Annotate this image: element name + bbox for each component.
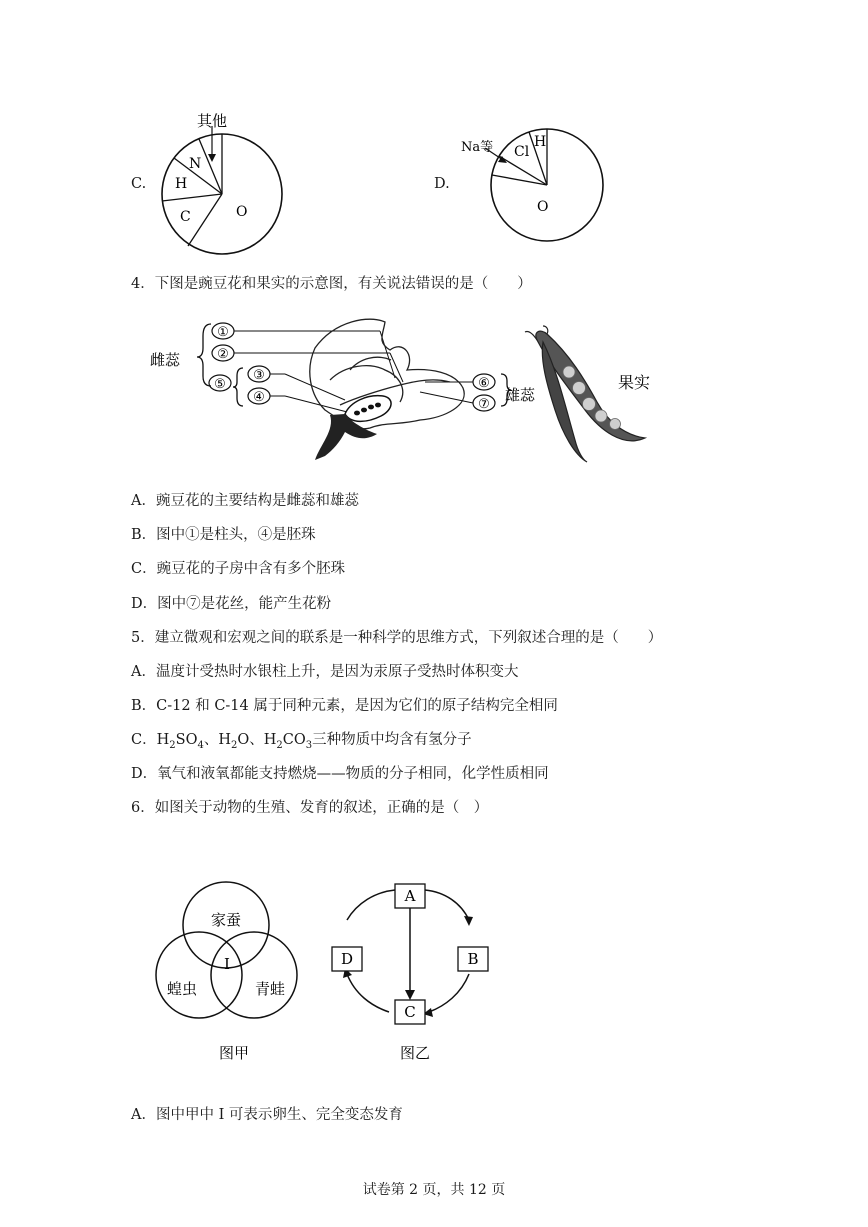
q4-marker-4: ④ xyxy=(253,390,265,405)
q5-option-a[interactable]: A．温度计受热时水银柱上升，是因为汞原子受热时体积变大 xyxy=(131,664,519,680)
q5-stem: 5．建立微观和宏观之间的联系是一种科学的思维方式，下列叙述合理的是（ ） xyxy=(131,630,663,646)
q3-d-label-h: H xyxy=(534,134,547,150)
q3-option-d-pie xyxy=(455,120,615,250)
q4-marker-6: ⑥ xyxy=(478,376,490,391)
q6-stem: 6．如图关于动物的生殖、发育的叙述，正确的是（ ） xyxy=(131,800,489,816)
q4-option-a[interactable]: A．豌豆花的主要结构是雌蕊和雄蕊 xyxy=(131,493,359,509)
page-footer: 试卷第 2 页，共 12 页 xyxy=(362,1182,506,1198)
q3-c-label-n: N xyxy=(189,156,202,172)
q5-c-h2so4-h: H xyxy=(156,732,170,748)
q6-cycle-c: C xyxy=(404,1003,416,1021)
q4-marker-1: ① xyxy=(217,325,229,340)
q5-c-h2co3-sub1: 2 xyxy=(276,739,283,751)
q3-c-label-c: C xyxy=(180,209,191,225)
q6-venn-silkworm: 家蚕 xyxy=(210,911,242,929)
q5-c-h2o-o: O xyxy=(237,732,250,748)
q6-venn-center: I xyxy=(224,955,230,973)
q4-marker-2: ② xyxy=(217,347,229,362)
q6-cycle-d: D xyxy=(340,950,354,968)
q5-c-sep2: 、 xyxy=(249,732,264,748)
q4-label-fruit: 果实 xyxy=(618,373,651,392)
q3-option-c-letter: C. xyxy=(131,176,147,192)
q3-c-label-other: 其他 xyxy=(197,112,228,130)
q4-marker-3: ③ xyxy=(253,368,265,383)
q5-c-h2co3-sub2: 3 xyxy=(305,739,313,751)
q6-option-a[interactable]: A．图中甲中 I 可表示卵生、完全变态发育 xyxy=(131,1107,403,1123)
q6-cycle-a: A xyxy=(404,887,416,905)
q3-d-label-cl: Cl xyxy=(514,144,530,160)
q3-c-label-h: H xyxy=(175,176,188,192)
q4-option-b[interactable]: B．图中①是柱头，④是胚珠 xyxy=(131,527,316,543)
q6-venn-caption: 图甲 xyxy=(218,1044,250,1062)
q5-c-h2co3-h: H xyxy=(263,732,277,748)
q6-cycle-caption: 图乙 xyxy=(399,1044,431,1062)
q5-c-prefix: C． xyxy=(131,732,157,748)
q6-cycle-figure xyxy=(325,878,500,1063)
q3-option-d-letter: D. xyxy=(434,176,450,192)
q6-venn-frog: 青蛙 xyxy=(254,980,286,998)
q3-d-label-na: Na等 xyxy=(461,140,494,155)
q4-stem: 4．下图是豌豆花和果实的示意图，有关说法错误的是（ ） xyxy=(131,276,532,292)
q5-option-b[interactable]: B．C-12 和 C-14 属于同种元素，是因为它们的原子结构完全相同 xyxy=(131,698,558,714)
q4-marker-5: ⑤ xyxy=(214,377,226,392)
q6-venn-locust: 蝗虫 xyxy=(166,980,198,998)
q4-option-c[interactable]: C．豌豆花的子房中含有多个胚珠 xyxy=(131,561,346,577)
q5-c-suffix: 三种物质中均含有氢分子 xyxy=(312,732,472,748)
q4-pea-flower-figure xyxy=(145,310,670,470)
q6-cycle-b: B xyxy=(467,950,479,968)
q4-marker-7: ⑦ xyxy=(478,397,490,412)
q3-c-label-o: O xyxy=(236,204,248,220)
q4-label-stamen: 雄蕊 xyxy=(505,386,536,404)
q6-venn-figure xyxy=(148,880,308,1065)
q5-c-h2so4-sub1: 2 xyxy=(169,739,176,751)
q5-c-h2o-h: H xyxy=(218,732,231,748)
q5-option-d[interactable]: D．氧气和液氧都能支持燃烧——物质的分子相同，化学性质相同 xyxy=(131,766,549,782)
q5-c-sep1: 、 xyxy=(203,732,219,748)
q4-label-pistil: 雌蕊 xyxy=(150,351,181,369)
q3-d-label-o: O xyxy=(537,199,549,215)
q5-option-c[interactable] xyxy=(131,728,472,751)
q5-c-h2so4-sub2: 4 xyxy=(197,739,204,751)
q4-option-d[interactable]: D．图中⑦是花丝，能产生花粉 xyxy=(131,596,332,612)
q5-c-h2so4-so: SO xyxy=(175,732,198,748)
q5-c-h2o-sub: 2 xyxy=(231,739,238,751)
q3-option-c-pie xyxy=(150,110,290,260)
q5-c-h2co3-co: CO xyxy=(282,732,306,748)
